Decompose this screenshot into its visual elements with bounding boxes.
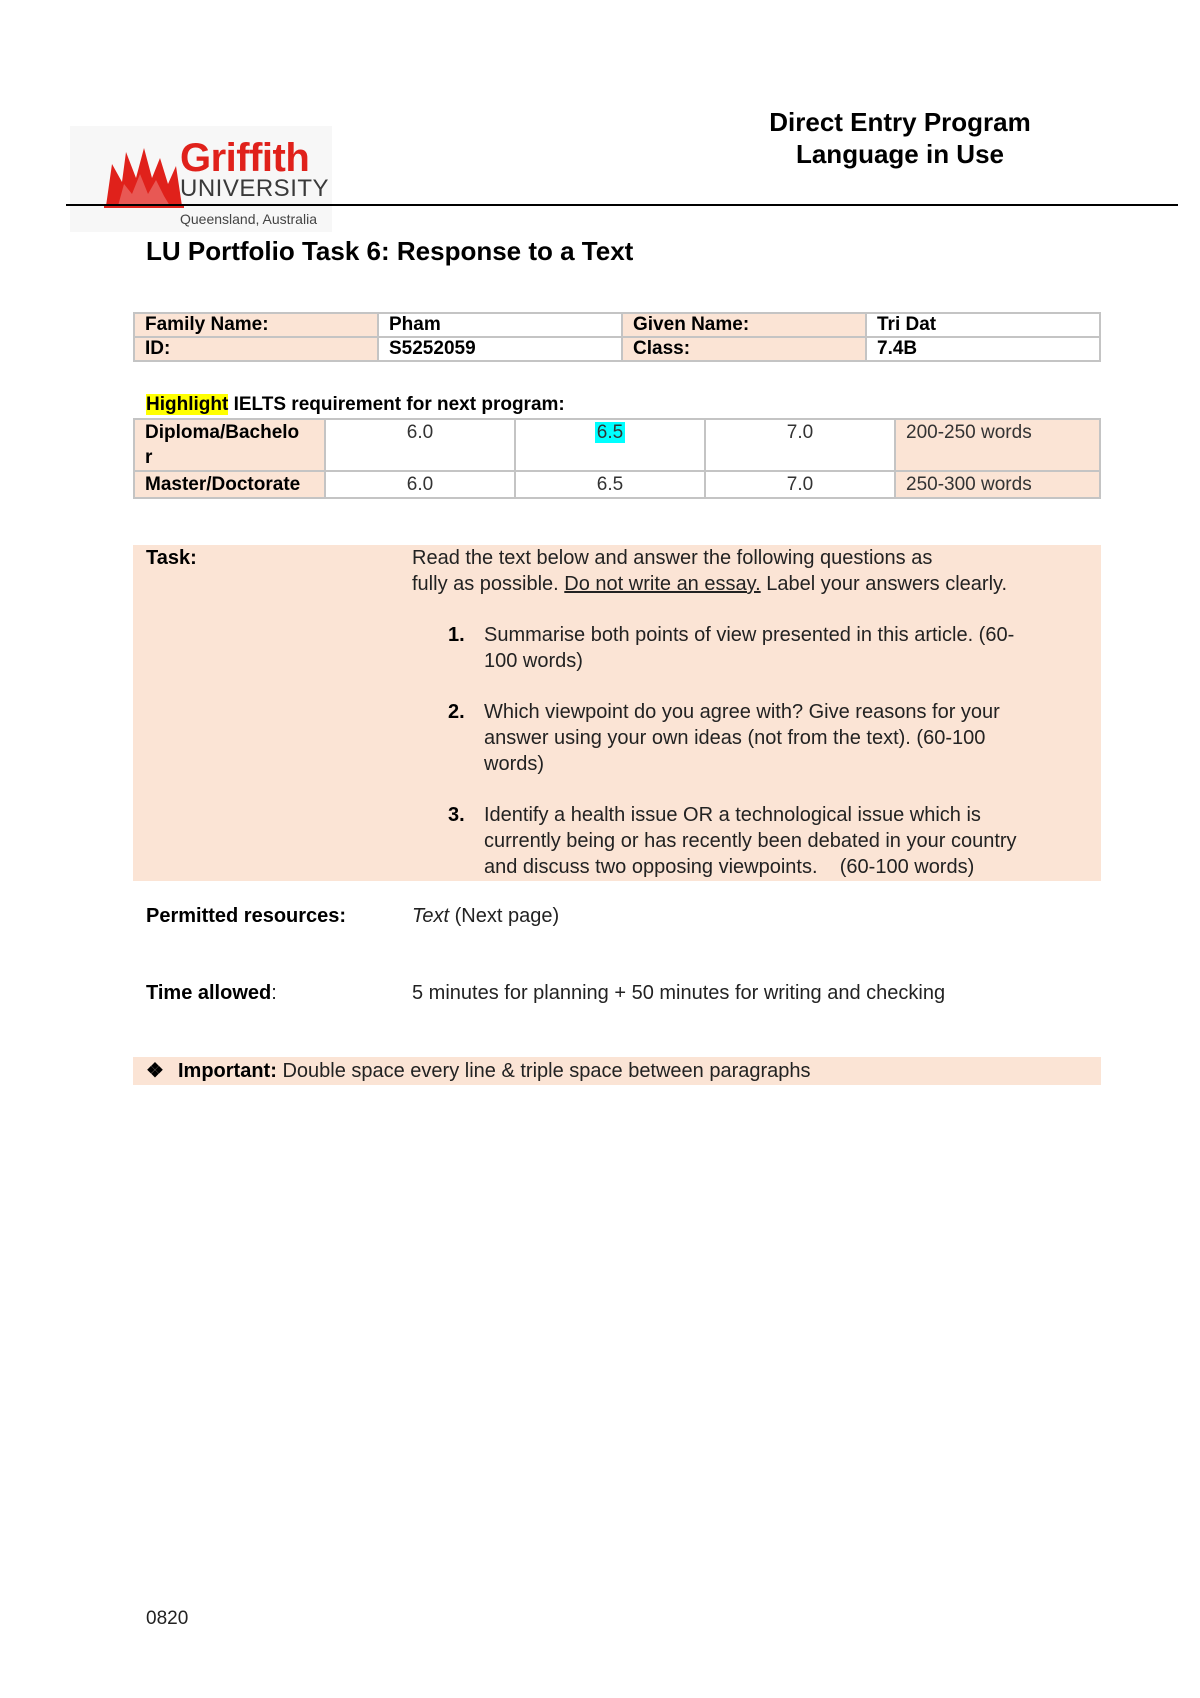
question-text: and discuss two opposing viewpoints. (60-100 words) [484, 856, 975, 878]
class-label: Class: [622, 337, 866, 361]
task-intro-line: Read the text below and answer the following questions as [412, 547, 933, 569]
task-label: Task: [146, 547, 197, 569]
important-label: Important: [178, 1060, 277, 1082]
resources-value [412, 903, 559, 929]
question-text: words) [484, 753, 545, 775]
question-number: 1. [448, 624, 465, 646]
word-count-cell: 200-250 words [895, 419, 1100, 471]
logo-location: Queensland, Australia [180, 211, 317, 227]
id-value: S5252059 [378, 337, 622, 361]
question-2 [448, 699, 1088, 777]
highlight-word: Highlight [146, 394, 229, 415]
footer-code: 0820 [146, 1608, 189, 1629]
id-label: ID: [134, 337, 378, 361]
task-intro-text: fully as possible. [412, 573, 565, 595]
important-text: Double space every line & triple space between paragraphs [276, 1060, 811, 1082]
time-label-text: Time allowed [146, 982, 272, 1004]
task-instructions [412, 545, 1092, 597]
score-cell: 6.0 [325, 419, 515, 471]
score-cell: 7.0 [705, 471, 895, 498]
question-text: Which viewpoint do you agree with? Give reasons for your [484, 701, 1000, 723]
ielts-requirement-table [133, 418, 1101, 499]
score-cell: 6.0 [325, 471, 515, 498]
score-cell [515, 419, 705, 471]
program-name: Diploma/Bachelo [145, 422, 300, 443]
table-row [134, 419, 1100, 471]
header-divider [66, 204, 1178, 206]
highlighted-score: 6.5 [596, 422, 624, 443]
time-label-colon: : [271, 982, 277, 1004]
resources-text: (Next page) [449, 905, 560, 927]
word-count-cell: 250-300 words [895, 471, 1100, 498]
course-title: Language in Use [795, 139, 1005, 169]
given-name-value: Tri Dat [866, 313, 1100, 337]
score-cell: 7.0 [705, 419, 895, 471]
task-intro-line [412, 571, 1092, 597]
question-1 [448, 622, 1088, 674]
class-value: 7.4B [866, 337, 1100, 361]
resources-label: Permitted resources: [146, 905, 347, 927]
logo-subtitle: UNIVERSITY [180, 175, 330, 202]
time-label [146, 980, 277, 1006]
ielts-heading-text: IELTS requirement for next program: [228, 394, 565, 415]
question-text: answer using your own ideas (not from the text). (60-100 [484, 727, 986, 749]
program-title: Direct Entry Program [769, 107, 1031, 137]
time-value: 5 minutes for planning + 50 minutes for writing and checking [412, 982, 946, 1004]
question-3 [448, 802, 1088, 880]
program-name-wrap: r [145, 447, 153, 468]
question-text: currently being or has recently been debated in your country [484, 830, 1017, 852]
program-cell: Master/Doctorate [134, 471, 325, 498]
student-info-table [133, 312, 1101, 362]
question-text: Summarise both points of view presented in this article. (60- [484, 624, 1015, 646]
ielts-heading [146, 394, 565, 416]
important-note [146, 1058, 811, 1084]
task-intro-text: Label your answers clearly. [760, 573, 1008, 595]
page-title: LU Portfolio Task 6: Response to a Text [146, 236, 634, 266]
question-text: Identify a health issue OR a technological issue which is [484, 804, 981, 826]
score-cell: 6.5 [515, 471, 705, 498]
program-cell [134, 419, 325, 471]
family-name-value: Pham [378, 313, 622, 337]
question-text: 100 words) [484, 650, 583, 672]
task-warning: Do not write an essay. [564, 573, 761, 595]
table-row [134, 471, 1100, 498]
given-name-label: Given Name: [622, 313, 866, 337]
logo-wordmark: Griffith [180, 136, 310, 180]
question-number: 3. [448, 804, 465, 826]
family-name-label: Family Name: [134, 313, 378, 337]
diamond-bullet-icon: ❖ [146, 1060, 164, 1082]
question-number: 2. [448, 701, 465, 723]
resources-text-italic: Text [412, 905, 450, 927]
